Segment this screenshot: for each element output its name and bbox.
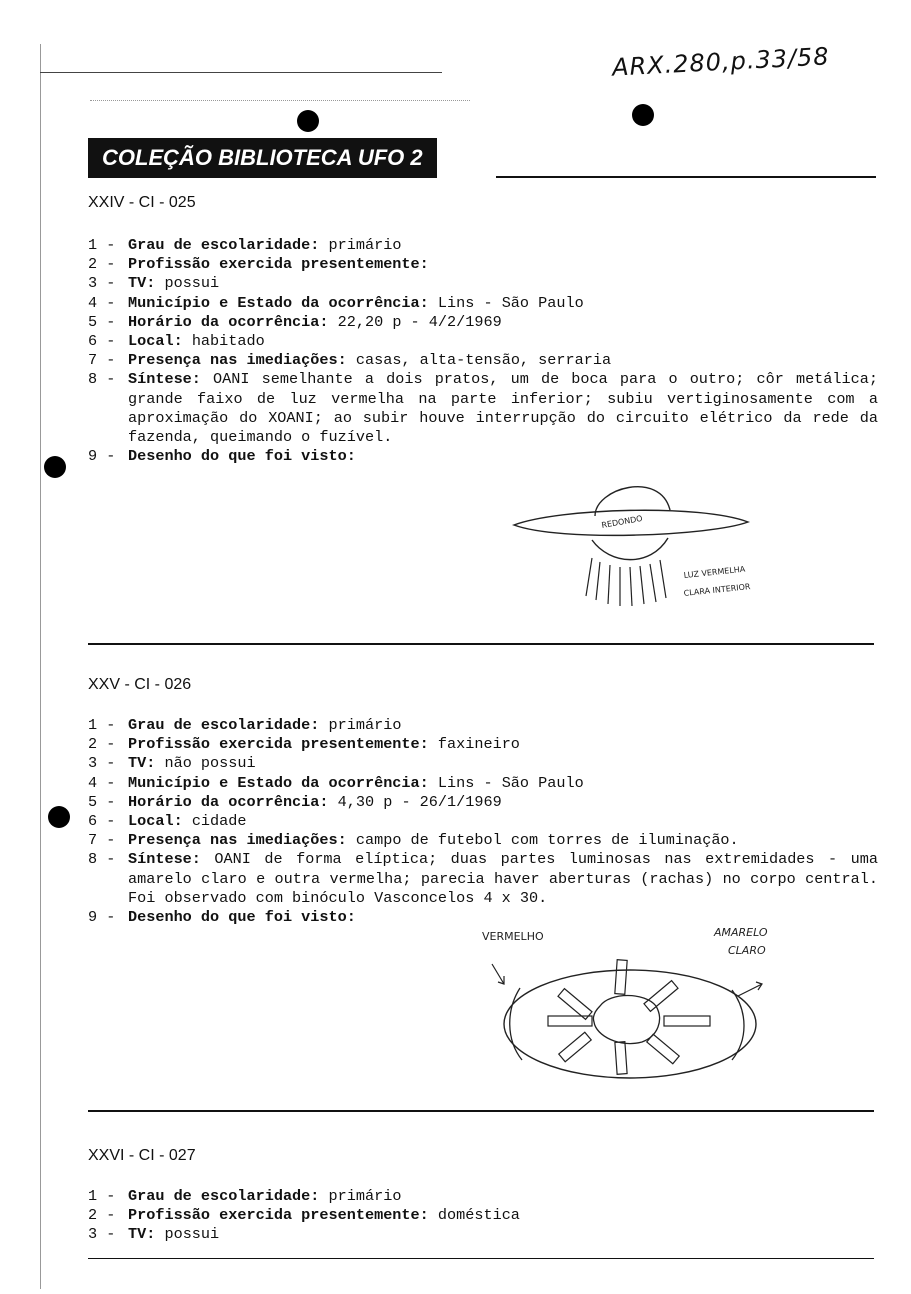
archive-reference: ARX.280,p.33/58 — [611, 42, 831, 82]
section-divider — [88, 1110, 874, 1112]
banner-rule — [496, 176, 876, 178]
list-item: 5 - Horário da ocorrência: 4,30 p - 26/1/1969 — [88, 792, 502, 811]
list-item: 3 - TV: não possui — [88, 754, 256, 773]
punch-hole — [44, 456, 66, 478]
list-item: 4 - Município e Estado da ocorrência: Lins - São Paulo — [88, 773, 584, 792]
section-divider — [88, 643, 874, 645]
list-item: 1 - Grau de escolaridade: primário — [88, 236, 402, 254]
sketch-label: VERMELHO — [482, 930, 544, 943]
list-item: 1 - Grau de escolaridade: primário — [88, 1187, 402, 1205]
list-item: 4 - Município e Estado da ocorrência: Lins - São Paulo — [88, 293, 584, 312]
list-item: 7 - Presença nas imediações: campo de futebol com torres de iluminação. — [88, 831, 739, 850]
list-item: 1 - Grau de escolaridade: primário — [88, 716, 402, 734]
list-item: 9 - Desenho do que foi visto: — [88, 908, 356, 927]
collection-banner: COLEÇÃO BIBLIOTECA UFO 2 — [88, 138, 437, 178]
record-code: XXVI - CI - 027 — [88, 1147, 196, 1164]
list-item: 7 - Presença nas imediações: casas, alta-tensão, serraria — [88, 351, 612, 370]
saucer-sketch — [500, 470, 800, 620]
list-item: 3 - TV: possui — [88, 274, 220, 293]
list-item: 6 - Local: habitado — [88, 332, 265, 351]
list-item: 5 - Horário da ocorrência: 22,20 p - 4/2/1969 — [88, 312, 502, 331]
list-item: 8 - Síntese: OANI de forma elíptica; duas partes luminosas nas extremidades - uma amarelo claro e outra vermelha; parecia haver aberturas (rachas) no corpo central. Foi observado com binóculo Vasconcelos 4 x 30. — [88, 850, 878, 907]
page-edge — [40, 44, 41, 1289]
record-code: XXV - CI - 026 — [88, 676, 192, 693]
sketch-label: AMARELO — [714, 926, 768, 939]
list-item: 6 - Local: cidade — [88, 812, 247, 831]
list-item: 2 - Profissão exercida presentemente: — [88, 255, 429, 274]
list-item: 8 - Síntese: OANI semelhante a dois pratos, um de boca para o outro; côr metálica; grande faixo de luz vermelha na parte inferior; subiu vertiginosamente com a aproximação do XOANI; ao subir houve interrupção do circuito elétrico da rede da fazenda, queimando o fuzível. — [88, 370, 878, 447]
punch-hole — [48, 806, 70, 828]
section-divider — [88, 1258, 874, 1259]
record-items — [88, 236, 878, 466]
record-items — [88, 716, 878, 927]
ellipse-sketch — [470, 920, 790, 1080]
list-item: 3 - TV: possui — [88, 1225, 220, 1244]
record-items — [88, 1187, 878, 1245]
dotted-line — [90, 100, 470, 101]
list-item: 2 - Profissão exercida presentemente: faxineiro — [88, 735, 520, 754]
list-item: 2 - Profissão exercida presentemente: doméstica — [88, 1206, 520, 1225]
sketch-label: CLARA INTERIOR — [683, 582, 751, 598]
sketch-label: REDONDO — [600, 513, 644, 530]
sketch-label: LUZ VERMELHA — [683, 564, 746, 580]
punch-hole — [297, 110, 319, 132]
top-rule — [40, 72, 442, 73]
list-item: 9 - Desenho do que foi visto: — [88, 447, 356, 466]
sketch-label: CLARO — [728, 944, 766, 957]
punch-hole — [632, 104, 654, 126]
record-code: XXIV - CI - 025 — [88, 194, 196, 211]
